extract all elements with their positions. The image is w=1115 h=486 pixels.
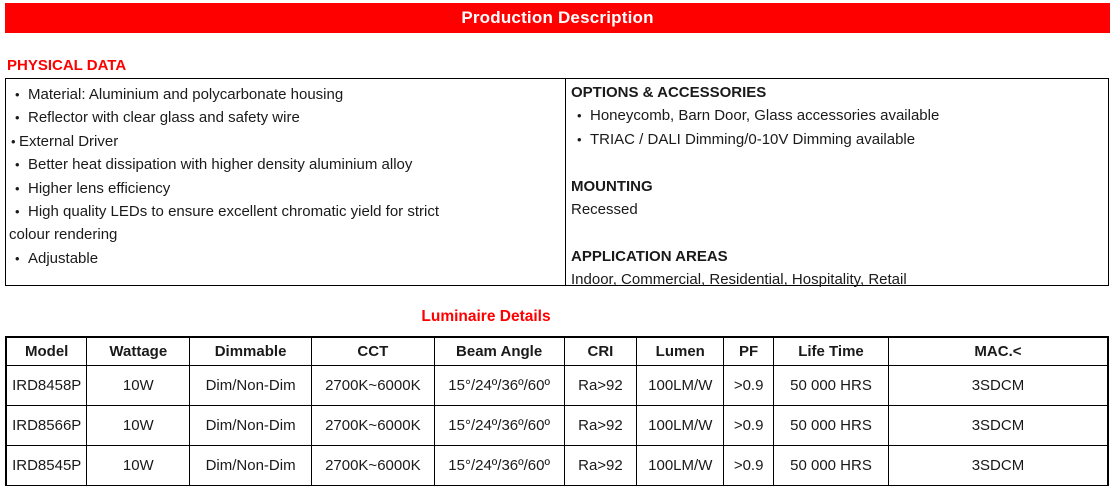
physical-right-line: [571, 198, 1104, 221]
physical-data-box: [5, 78, 1109, 289]
bullet-icon: •: [15, 110, 20, 126]
physical-right-line: [571, 221, 1104, 244]
table-cell: Ra>92: [564, 446, 637, 486]
table-row: [6, 406, 1108, 446]
physical-left-text: colour rendering: [9, 226, 118, 244]
physical-left-text: Adjustable: [28, 249, 99, 267]
physical-right-text: TRIAC / DALI Dimming/0-10V Dimming available: [590, 130, 916, 148]
table-cell: 10W: [87, 406, 190, 446]
physical-left-line: [9, 200, 561, 223]
physical-right-line: [571, 104, 1104, 127]
table-cell: 100LM/W: [637, 366, 724, 406]
table-cell: IRD8566P: [6, 406, 87, 446]
physical-left-text: Material: Aluminium and polycarbonate housing: [28, 86, 344, 103]
physical-right-column: [565, 79, 1108, 289]
bullet-icon: •: [15, 87, 20, 102]
physical-left-column: [6, 79, 565, 285]
table-cell: 2700K~6000K: [311, 446, 434, 486]
table-cell: 50 000 HRS: [774, 366, 889, 406]
column-header: MAC.<: [888, 337, 1108, 366]
table-row: [6, 366, 1108, 406]
physical-left-line: [9, 153, 561, 176]
physical-right-text: Recessed: [571, 201, 638, 219]
column-header: Wattage: [87, 337, 190, 366]
physical-right-text: Indoor, Commercial, Residential, Hospitality, Retail: [571, 271, 907, 289]
table-cell: Ra>92: [564, 406, 637, 446]
physical-right-line: [571, 151, 1104, 174]
physical-right-text: Honeycomb, Barn Door, Glass accessories available: [590, 107, 940, 125]
table-cell: 3SDCM: [888, 406, 1108, 446]
bullet-icon: •: [15, 180, 20, 196]
column-header: Life Time: [774, 337, 889, 366]
physical-right-text: MOUNTING: [571, 177, 653, 195]
table-cell: 3SDCM: [888, 366, 1108, 406]
table-cell: 50 000 HRS: [774, 446, 889, 486]
table-cell: Dim/Non-Dim: [190, 446, 312, 486]
physical-right-line: [571, 81, 1104, 104]
bullet-icon: •: [15, 250, 20, 266]
physical-right-text: OPTIONS & ACCESSORIES: [571, 84, 767, 101]
bullet-icon: •: [15, 204, 20, 220]
table-cell: >0.9: [724, 446, 774, 486]
bullet-icon: •: [15, 157, 20, 173]
table-cell: 50 000 HRS: [774, 406, 889, 446]
physical-left-text: External Driver: [19, 132, 119, 150]
table-cell: 15°/24º/36º/60º: [434, 446, 564, 486]
bullet-icon: •: [11, 133, 16, 149]
table-cell: 10W: [87, 366, 190, 406]
table-cell: IRD8458P: [6, 366, 87, 406]
physical-left-text: Better heat dissipation with higher density aluminium alloy: [28, 156, 413, 174]
page-title: Production Description: [461, 8, 654, 27]
table-cell: >0.9: [724, 406, 774, 446]
table-cell: Dim/Non-Dim: [190, 406, 312, 446]
bullet-icon: •: [577, 108, 582, 124]
table-cell: 15°/24º/36º/60º: [434, 406, 564, 446]
column-header: Dimmable: [190, 337, 312, 366]
table-header-row: [6, 337, 1108, 366]
column-header: CCT: [311, 337, 434, 366]
physical-right-line: [571, 268, 1104, 291]
physical-right-line: [571, 175, 1104, 198]
physical-right-line: [571, 245, 1104, 268]
column-header: Beam Angle: [434, 337, 564, 366]
physical-left-text: Higher lens efficiency: [28, 179, 171, 197]
bullet-icon: •: [577, 131, 582, 147]
physical-left-text: Reflector with clear glass and safety wire: [28, 109, 300, 127]
table-cell: 10W: [87, 446, 190, 486]
physical-left-line: [9, 247, 561, 270]
physical-left-line: [9, 223, 561, 246]
table-row: [6, 446, 1108, 486]
table-cell: 15°/24º/36º/60º: [434, 366, 564, 406]
table-cell: 100LM/W: [637, 406, 724, 446]
physical-left-line: [9, 177, 561, 200]
physical-left-line: [9, 83, 561, 106]
column-header: Lumen: [637, 337, 724, 366]
luminaire-details-heading: Luminaire Details: [421, 308, 551, 325]
table-cell: IRD8545P: [6, 446, 87, 486]
table-cell: Ra>92: [564, 366, 637, 406]
physical-left-line: [9, 106, 561, 129]
physical-left-line: [9, 130, 561, 153]
luminaire-details-table: [5, 336, 1109, 486]
table-cell: >0.9: [724, 366, 774, 406]
column-header: PF: [724, 337, 774, 366]
physical-right-line: [571, 128, 1104, 151]
physical-right-text: APPLICATION AREAS: [571, 247, 728, 265]
title-banner: [5, 3, 1110, 33]
physical-data-heading: PHYSICAL DATA: [7, 57, 127, 74]
column-header: CRI: [564, 337, 637, 366]
table-cell: 100LM/W: [637, 446, 724, 486]
table-cell: 2700K~6000K: [311, 406, 434, 446]
column-header: Model: [6, 337, 87, 366]
table-cell: Dim/Non-Dim: [190, 366, 312, 406]
table-body: [6, 366, 1108, 486]
table-cell: 2700K~6000K: [311, 366, 434, 406]
physical-left-text: High quality LEDs to ensure excellent chromatic yield for strict: [28, 203, 440, 221]
table-cell: 3SDCM: [888, 446, 1108, 486]
